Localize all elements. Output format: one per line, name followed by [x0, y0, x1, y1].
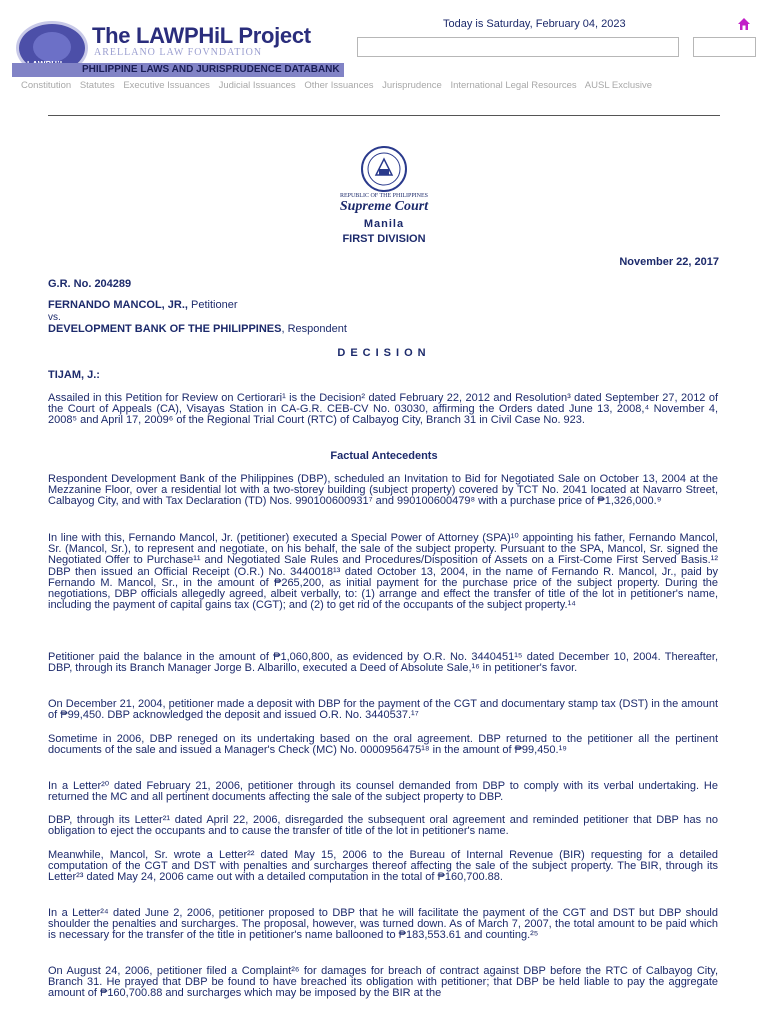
main-nav: [21, 80, 658, 91]
nav-item-other-issuances[interactable]: Other Issuances: [304, 80, 374, 91]
case-number: G.R. No. 204289: [48, 278, 132, 290]
paragraph: Sometime in 2006, DBP reneged on its undertaking based on the oral agreement. DBP returned to the petitioner all the pertinent documents of the sale and issued a Manager's Check (MC) No. 0000956475¹⁸ in the amount of ₱99,450.¹⁹: [48, 733, 718, 757]
petitioner-line: [48, 299, 237, 311]
nav-item-jurisprudence[interactable]: Jurisprudence: [382, 80, 442, 91]
site-header: [0, 0, 768, 80]
paragraph: Meanwhile, Mancol, Sr. wrote a Letter²² dated May 15, 2006 to the Bureau of Internal Revenue (BIR) requesting for a detailed computation of the CGT and DST with penalties and surcharges thereof affecting the sale of the subject property. The BIR, through its Letter²³ dated May 24, 2006 came out with a detailed computation in the total of ₱160,700.88.: [48, 849, 718, 884]
respondent-role: , Respondent: [281, 323, 347, 335]
court-name: Supreme Court: [339, 199, 429, 214]
petitioner-name: FERNANDO MANCOL, JR.,: [48, 299, 188, 311]
paragraph: Respondent Development Bank of the Philippines (DBP), scheduled an Invitation to Bid for Negotiated Sale on October 13, 2004 at the Mezzanine Floor, over a residential lot with a two-storey building (subject property) covered by TCT No. 2041 located at Navarro Street, Calbayog City, and with Tax Declaration (TD) Nos. 990100600931⁷ and 990100600479⁸ with a purchase price of ₱1,326,000.⁹: [48, 473, 718, 508]
paragraph: On August 24, 2006, petitioner filed a Complaint²⁶ for damages for breach of contract against DBP before the RTC of Calbayog City, Branch 31. He prayed that DBP be found to have breached its obligation with petitioner; that DBP be held liable to pay the aggregate amount of ₱160,700.88 and surcharges which may be imposed by the BIR at the: [48, 965, 718, 1000]
site-logo[interactable]: [12, 18, 344, 78]
nav-item-constitution[interactable]: Constitution: [21, 80, 72, 91]
republic-label: REPUBLIC OF THE PHILIPPINES: [339, 193, 429, 199]
paragraph: In a Letter²⁰ dated February 21, 2006, petitioner through its counsel demanded from DBP to comply with its verbal undertaking. He returned the MC and all pertinent documents affecting the sale of the subject property to DBP.: [48, 780, 718, 804]
logo-title: The LAWPHiL Project: [92, 23, 311, 48]
decision-heading: DECISION: [337, 347, 431, 359]
header-divider: [48, 115, 720, 116]
paragraph: DBP, through its Letter²¹ dated April 22, 2006, disregarded the subsequent oral agreement and reminded petitioner that DBP has no obligation to eject the occupants and to cause the transfer of title of the lot in petitioner's name.: [48, 814, 718, 838]
decision-date: November 22, 2017: [619, 256, 719, 268]
nav-item-statutes[interactable]: Statutes: [79, 80, 115, 91]
supreme-court-seal-icon: [357, 145, 411, 193]
search-input[interactable]: [357, 37, 679, 57]
search-button[interactable]: [693, 37, 756, 57]
home-icon[interactable]: [737, 17, 751, 31]
logo-tagline-bar: [12, 63, 344, 77]
logo-tagline: PHILIPPINE LAWS AND JURISPRUDENCE DATABANK: [82, 64, 340, 75]
respondent-name: DEVELOPMENT BANK OF THE PHILIPPINES: [48, 323, 282, 335]
paragraph: Petitioner paid the balance in the amount of ₱1,060,800, as evidenced by O.R. No. 3440451¹⁵ dated December 10, 2004. Thereafter, DBP, through its Branch Manager Jorge B. Albarillo, executed a Deed of Absolute Sale,¹⁶ in petitioner's favor.: [48, 651, 718, 675]
paragraph: On December 21, 2004, petitioner made a deposit with DBP for the payment of the CGT and documentary stamp tax (DST) in the amount of ₱99,450. DBP acknowledged the deposit and issued O.R. No. 3440537.¹⁷: [48, 698, 718, 722]
nav-item-international-legal-resources[interactable]: International Legal Resources: [450, 80, 577, 91]
nav-item-executive-issuances[interactable]: Executive Issuances: [123, 80, 210, 91]
logo-subtitle: ARELLANO LAW FOVNDATION: [94, 47, 263, 58]
versus: vs.: [48, 312, 61, 323]
ponente: TIJAM, J.:: [48, 369, 100, 381]
paragraph: In a Letter²⁴ dated June 2, 2006, petitioner proposed to DBP that he will facilitate the payment of the CGT and DST but DBP should shoulder the penalties and surcharges. The proposal, however, was turned down. As of March 7, 2007, the total amount to be paid which is necessary for the transfer of the title in petitioner's name ballooned to ₱183,553.61 and counting.²⁵: [48, 907, 718, 942]
court-city: Manila: [363, 218, 405, 230]
section-heading: Factual Antecedents: [330, 450, 438, 462]
respondent-line: [48, 323, 347, 335]
nav-item-judicial-issuances[interactable]: Judicial Issuances: [218, 80, 296, 91]
court-division: FIRST DIVISION: [342, 233, 426, 245]
nav-item-ausl-exclusive[interactable]: AUSL Exclusive: [584, 80, 653, 91]
today-date: Today is Saturday, February 04, 2023: [443, 18, 626, 30]
paragraph: In line with this, Fernando Mancol, Jr. (petitioner) executed a Special Power of Attorney (SPA)¹⁰ appointing his father, Fernando Mancol, Sr. (Mancol, Sr.), to represent and negotiate, on his behalf, the sale of the subject property. Pursuant to the SPA, Mancol, Sr. signed the Negotiated Offer to Purchase¹¹ and Negotiated Sale Rules and Procedures/Disposition of Assets on a First-Come First Served Basis.¹² DBP then issued an Official Receipt (O.R.) No. 3440018¹³ dated October 13, 2004, in the name of Fernando R. Mancol, Jr., paid by Fernando M. Mancol, Sr., in the amount of ₱265,200, as initial payment for the purchase price of the subject property. During the negotiations, DBP officials allegedly agreed, albeit verbally, to: (1) arrange and effect the transfer of title of the lot in petitioner's name, including the payment of capital gains tax (CGT); and (2) to get rid of the occupants of the subject property.¹⁴: [48, 532, 718, 612]
petitioner-role: Petitioner: [187, 299, 238, 311]
paragraph: Assailed in this Petition for Review on Certiorari¹ is the Decision² dated February 22, 2012 and Resolution³ dated September 27, 2012 of the Court of Appeals (CA), Visayas Station in CA-G.R. CEB-CV No. 03030, affirming the Orders dated June 13, 2008,⁴ November 4, 2008⁵ and April 17, 2009⁶ of the Regional Trial Court (RTC) of Calbayog City, Branch 31 in Civil Case No. 923.: [48, 392, 718, 427]
